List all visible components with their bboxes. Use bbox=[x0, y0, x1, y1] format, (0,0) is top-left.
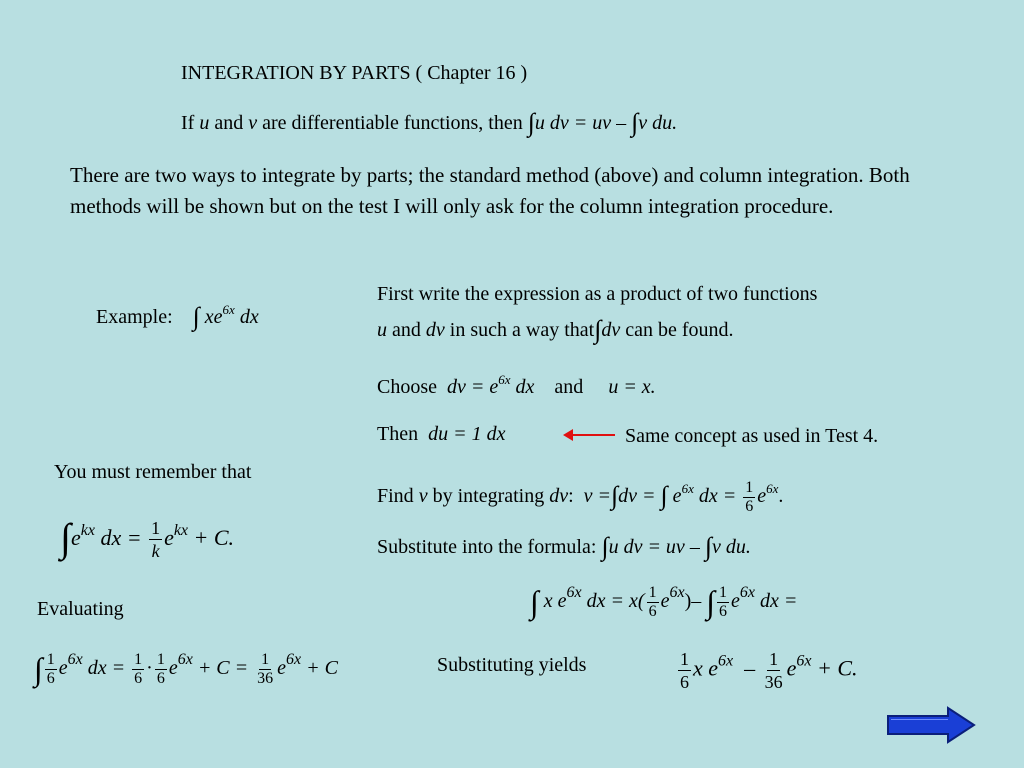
and-text: and bbox=[392, 319, 421, 341]
substitute-end: v du. bbox=[711, 536, 751, 558]
example bbox=[96, 300, 259, 330]
var-u: u bbox=[377, 319, 387, 341]
e: e bbox=[168, 657, 178, 679]
dx-eq: dx = bbox=[87, 657, 126, 679]
exponent: 6x bbox=[669, 584, 685, 601]
remember-formula bbox=[60, 508, 234, 562]
e: e bbox=[70, 525, 81, 550]
var-dv: dv bbox=[425, 319, 445, 341]
var-v: v bbox=[248, 112, 258, 134]
exponent: 6x bbox=[67, 651, 83, 668]
var-dv: dv bbox=[601, 319, 621, 341]
fraction: $\frac{1}{36}$ bbox=[257, 650, 274, 687]
step-text: can be found. bbox=[625, 319, 734, 341]
dx: dx = bbox=[698, 485, 737, 508]
example-dx: dx bbox=[239, 306, 259, 328]
find-expr: dv = bbox=[618, 485, 656, 508]
fraction: $\frac{1}{6}$ bbox=[745, 479, 754, 515]
then-expr: du = 1 dx bbox=[428, 423, 506, 445]
e: e bbox=[731, 590, 740, 612]
formula-text: are differentiable functions, then bbox=[262, 112, 523, 134]
integral-sign: ∫ bbox=[706, 584, 715, 620]
formula-rhs: u dv = uv – bbox=[534, 112, 632, 134]
dx: dx = bbox=[100, 525, 142, 550]
fraction: $\frac{1}{6}$ bbox=[134, 650, 143, 687]
x-e: x e bbox=[543, 590, 567, 612]
and-text: and bbox=[554, 376, 584, 398]
var-dv: dv bbox=[549, 485, 569, 508]
x-e: x e bbox=[693, 655, 719, 681]
var-v: v bbox=[418, 485, 428, 508]
choose-label: Choose bbox=[377, 376, 437, 398]
exponent: 6x bbox=[718, 652, 734, 670]
step-substitute bbox=[377, 530, 751, 560]
integral-sign: ∫ bbox=[527, 108, 535, 137]
example-exponent: 6x bbox=[222, 302, 235, 317]
result-formula bbox=[676, 648, 858, 693]
fraction: $\frac{1}{6}$ bbox=[46, 650, 55, 687]
example-label: Example: bbox=[96, 306, 173, 328]
and-text: and bbox=[214, 112, 244, 134]
e: e bbox=[660, 590, 670, 612]
integral-sign: ∫ bbox=[611, 481, 619, 511]
example-integrand: xe bbox=[204, 306, 223, 328]
exponent: 6x bbox=[796, 652, 812, 670]
exponent: 6x bbox=[766, 481, 779, 497]
exponent: 6x bbox=[681, 481, 694, 497]
annotation: Same concept as used in Test 4. bbox=[625, 425, 879, 447]
red-arrow-line bbox=[567, 434, 615, 436]
substitute-label: Substitute into the formula: bbox=[377, 536, 597, 558]
integral-sign: ∫ bbox=[631, 108, 639, 137]
integral-sign: ∫ bbox=[601, 532, 609, 561]
plus-c: + C. bbox=[193, 525, 235, 550]
exponent: 6x bbox=[286, 651, 302, 668]
next-slide-arrow-icon[interactable] bbox=[886, 706, 976, 744]
find-text: by integrating bbox=[432, 485, 545, 508]
step-find bbox=[377, 479, 783, 516]
expansion-formula bbox=[530, 578, 797, 621]
integral-sign: ∫ bbox=[660, 481, 668, 511]
dx-eq: dx = bbox=[760, 590, 798, 612]
step-then bbox=[377, 423, 505, 446]
e: e bbox=[58, 657, 68, 679]
choose-dv: dv = e bbox=[447, 376, 499, 398]
step-first-line1: First write the expression as a product of two functions bbox=[377, 283, 818, 305]
choose-u: u = x. bbox=[608, 376, 656, 398]
find-label: Find bbox=[377, 485, 414, 508]
plus-c: + C. bbox=[817, 655, 858, 681]
close-paren: )– bbox=[684, 590, 702, 612]
formula-line bbox=[181, 106, 677, 136]
var-u: u bbox=[199, 112, 210, 134]
exponent: 6x bbox=[177, 651, 193, 668]
e: e bbox=[757, 485, 767, 508]
fraction: $\frac{1}{36}$ bbox=[764, 649, 783, 692]
exponent: kx bbox=[80, 522, 95, 539]
exponent: kx bbox=[173, 522, 189, 539]
intro-paragraph: There are two ways to integrate by parts; the standard method (above) and column integration. Both methods will be shown but on the test I will only ask for the column integration procedure. bbox=[70, 163, 910, 218]
fraction: $\frac{1}{k}$ bbox=[151, 518, 161, 562]
fraction: $\frac{1}{6}$ bbox=[648, 583, 657, 620]
plus-c: + C bbox=[306, 657, 338, 679]
fraction: $\frac{1}{6}$ bbox=[719, 583, 727, 620]
fraction: $\frac{1}{6}$ bbox=[156, 650, 165, 687]
evaluating-formula bbox=[34, 645, 338, 688]
e: e bbox=[786, 655, 797, 681]
choose-dx: dx bbox=[515, 376, 535, 398]
period: . bbox=[778, 485, 784, 508]
evaluating-label: Evaluating bbox=[37, 598, 124, 620]
step-text: in such a way that bbox=[449, 319, 595, 341]
red-arrow-icon bbox=[563, 429, 573, 441]
integral-sign: ∫ bbox=[34, 651, 43, 687]
plus-c-eq: + C = bbox=[197, 657, 249, 679]
dx-eq: dx = x( bbox=[586, 590, 645, 612]
result-label: Substituting yields bbox=[437, 654, 587, 676]
find-expr: v = bbox=[583, 485, 612, 508]
if-text: If bbox=[181, 112, 195, 134]
integral-sign: ∫ bbox=[594, 315, 602, 344]
choose-exponent: 6x bbox=[498, 372, 511, 387]
integral-sign: ∫ bbox=[704, 532, 712, 561]
e: e bbox=[277, 657, 287, 679]
exponent: 6x bbox=[739, 584, 755, 601]
dot: · bbox=[146, 657, 153, 679]
slide-title: INTEGRATION BY PARTS ( Chapter 16 ) bbox=[181, 62, 528, 84]
e: e bbox=[164, 525, 174, 550]
minus: – bbox=[744, 655, 756, 681]
integral-sign: ∫ bbox=[192, 302, 200, 331]
remember-label: You must remember that bbox=[54, 461, 252, 483]
step-choose bbox=[377, 372, 656, 399]
exponent: 6x bbox=[566, 584, 582, 601]
integral-sign: ∫ bbox=[530, 584, 539, 620]
fraction: $\frac{1}{6}$ bbox=[680, 649, 689, 692]
substitute-expr: u dv = uv – bbox=[608, 536, 700, 558]
step-first-line2 bbox=[377, 313, 734, 343]
colon: : bbox=[568, 485, 574, 508]
formula-end: v du. bbox=[638, 112, 678, 134]
then-label: Then bbox=[377, 423, 419, 445]
integral-sign: ∫ bbox=[60, 515, 71, 560]
e: e bbox=[672, 485, 682, 508]
